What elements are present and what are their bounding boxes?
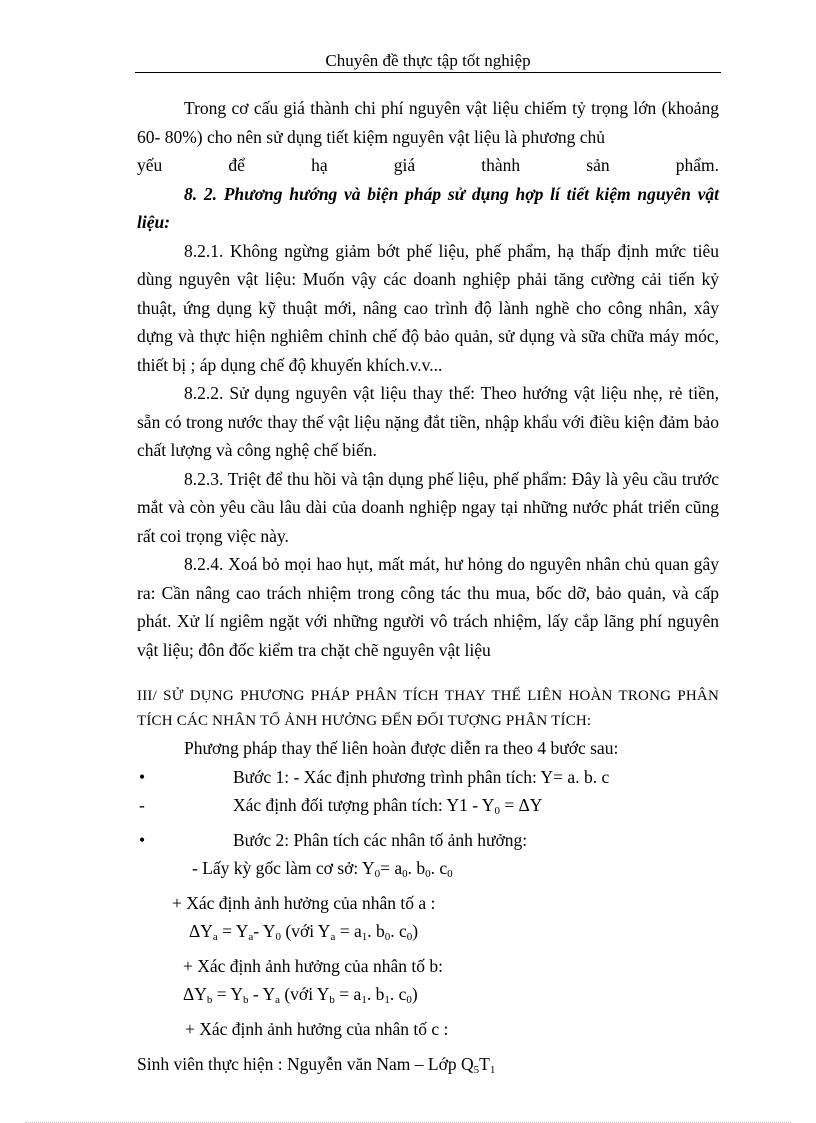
step-1b: [137, 791, 719, 826]
subscript: 0: [447, 868, 453, 880]
paragraph-8-2-2: 8.2.2. Sử dụng nguyên vật liệu thay thế: Theo hướng vật liệu nhẹ, rẻ tiền, sẵn có trong nước thay thế vật liệu nặng đắt tiền, nhập khẩu với điều kiện đảm bảo chất lượng và công nghệ chế biến.: [137, 383, 719, 460]
step-2: [137, 826, 719, 855]
subscript: 1: [384, 994, 390, 1006]
document-body: [137, 94, 719, 1043]
subscript: 0: [384, 931, 391, 943]
step-2-text: Bước 2: Phân tích các nhân tố ảnh hưởng:: [233, 829, 528, 850]
formula-text: . c: [389, 984, 407, 1004]
step-1b-pre: Xác định đối tượng phân tích: Y1 - Y: [233, 795, 495, 815]
factor-c-label: + Xác định ảnh hưởng của nhân tố c :: [185, 1018, 449, 1039]
page-header: Chuyên đề thực tập tốt nghiệp: [325, 51, 531, 70]
formula-base: [137, 854, 719, 889]
footer-text: T: [479, 1054, 490, 1074]
formula-text: = Y: [212, 984, 244, 1004]
formula-text: ): [411, 984, 418, 1004]
subscript: 5: [473, 1064, 480, 1076]
paragraph-8-2-1: 8.2.1. Không ngừng giảm bớt phế liệu, phế phẩm, hạ thấp định mức tiêu dùng nguyên vật liệu: Muốn vậy các doanh nghiệp phải tăng cường cải tiến kỷ thuật, ứng dụng kỹ thuật mới, nâng cao trình độ lành nghề cho công nhân, xây dựng và thực hiện nghiêm chỉnh chế độ bảo quản, sử dụng và sữa chữa máy móc, thiết bị ; áp dụng chế độ khuyến khích.v.v...: [137, 240, 719, 375]
formula-text: - Y: [248, 984, 276, 1004]
footer-text: Sinh viên thực hiện : Nguyễn văn Nam – Lớp Q: [137, 1054, 474, 1074]
formula-text: (với Y: [279, 984, 330, 1004]
paragraph-intro: Trong cơ cấu giá thành chi phí nguyên vật liệu chiếm tỷ trọng lớn (khoảng 60- 80%) cho nên sử dụng tiết kiệm nguyên vật liệu là phương chủ: [137, 98, 719, 147]
page-footer: [137, 1050, 719, 1084]
paragraph-8-2-3: 8.2.3. Triệt để thu hồi và tận dụng phế liệu, phế phẩm: Đây là yêu cầu trước mắt và còn yêu cầu lâu dài của doanh nghiệp ngay tại những nước phát triển cũng rất coi trọng việc này.: [137, 468, 719, 546]
formula-text: ): [412, 921, 419, 941]
step-1: [137, 763, 719, 792]
formula-a: [137, 917, 719, 952]
factor-a-label: + Xác định ảnh hưởng của nhân tố a :: [172, 892, 436, 913]
formula-text: (với Y: [281, 921, 331, 941]
header-rule: [135, 72, 721, 73]
factor-b-label: + Xác định ảnh hưởng của nhân tố b:: [183, 955, 443, 976]
formula-text: . c: [390, 921, 407, 941]
bullet-marker: •: [139, 766, 146, 787]
subscript: 0: [494, 805, 500, 817]
heading-8-2: 8. 2. Phương hướng và biện pháp sử dụng hợp lí tiết kiệm nguyên vật liệu:: [137, 183, 719, 232]
subscript: 1: [361, 931, 368, 943]
dash-marker: -: [139, 795, 145, 815]
formula-text: ΔY: [189, 921, 213, 941]
subscript: 0: [275, 931, 281, 943]
step-1b-post: = ΔY: [499, 795, 543, 815]
step-1-text: Bước 1: - Xác định phương trình phân tích: Y= a. b. c: [233, 766, 610, 787]
paragraph-intro-end: yếu để hạ giá thành sản phẩm.: [137, 155, 719, 175]
formula-text: - Y: [253, 921, 276, 941]
formula-text: . b: [407, 858, 426, 878]
subscript: 0: [406, 931, 413, 943]
formula-text: = Y: [217, 921, 249, 941]
formula-text: . b: [366, 984, 385, 1004]
formula-text: . c: [430, 858, 448, 878]
bullet-marker: •: [139, 829, 146, 850]
formula-text: ΔY: [183, 984, 207, 1004]
subscript: 1: [361, 994, 367, 1006]
subscript: 0: [374, 868, 381, 880]
subscript: 0: [425, 868, 431, 880]
formula-text: - Lấy kỳ gốc làm cơ sở: Y: [192, 858, 375, 878]
formula-text: . b: [367, 921, 385, 941]
subscript: 0: [402, 868, 408, 880]
section-heading-iii: III/ SỬ DỤNG PHƯƠNG PHÁP PHÂN TÍCH THAY THẾ LIÊN HOÀN TRONG PHÂN TÍCH CÁC NHÂN TỐ ẢNH HƯỞNG ĐẾN ĐỐI TƯỢNG PHÂN TÍCH:: [137, 688, 719, 729]
subscript: b: [206, 994, 213, 1006]
formula-text: = a: [335, 921, 362, 941]
subscript: b: [243, 994, 249, 1006]
method-intro: Phương pháp thay thế liên hoàn được diễn ra theo 4 bước sau:: [184, 738, 619, 758]
subscript: a: [275, 994, 280, 1006]
formula-b: [137, 980, 719, 1015]
paragraph-8-2-4: 8.2.4. Xoá bỏ mọi hao hụt, mất mát, hư hỏng do nguyên nhân chủ quan gây ra: Cần nâng cao trách nhiệm trong công tác thu mua, bốc dỡ, bảo quản, và cấp phát. Xử lí ngiêm ngặt với những người vô trách nhiệm, lấy cắp lãng phí nguyên vật liệu; đôn đốc kiểm tra chặt chẽ nguyên vật liệu: [137, 554, 719, 660]
subscript: 0: [406, 994, 412, 1006]
formula-text: = a: [334, 984, 362, 1004]
subscript: a: [248, 931, 254, 943]
formula-text: = a: [380, 858, 403, 878]
subscript: a: [330, 931, 336, 943]
subscript: a: [212, 931, 218, 943]
subscript: b: [329, 994, 335, 1006]
subscript: 1: [489, 1064, 496, 1076]
